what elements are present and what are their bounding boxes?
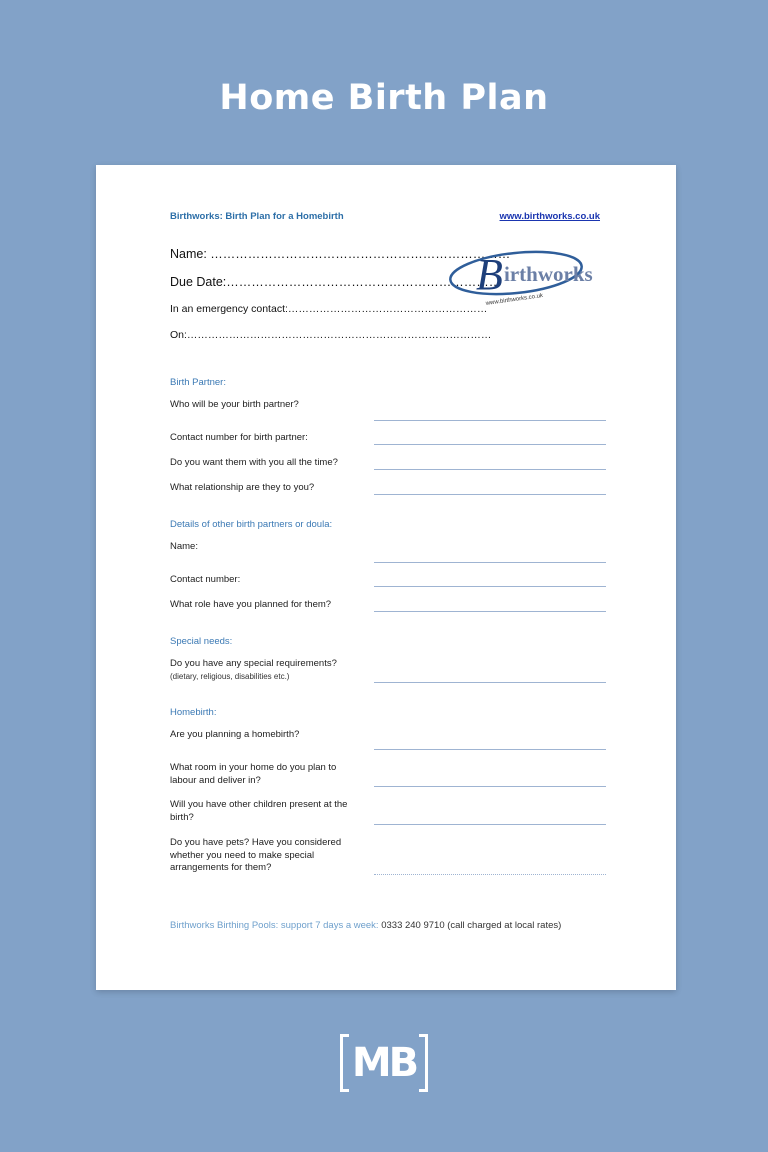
answer-line[interactable] <box>374 682 606 683</box>
answer-line[interactable] <box>374 420 606 421</box>
question-other-contact: Contact number: <box>170 574 241 585</box>
svg-text:www.birthworks.co.uk: www.birthworks.co.uk <box>485 293 544 307</box>
section-heading-homebirth: Homebirth: <box>170 707 217 718</box>
banner-title: Home Birth Plan <box>219 78 549 118</box>
special-requirements-note: (dietary, religious, disabilities etc.) <box>170 671 290 681</box>
mb-brand-text: MB <box>351 1040 417 1086</box>
on-field-line: On:…………………………………………………………………………… <box>170 329 492 341</box>
answer-line[interactable] <box>374 444 606 445</box>
question-special-requirements: Do you have any special requirements? (dietary, religious, disabilities etc.) <box>170 658 390 683</box>
emergency-contact-field-line: In an emergency contact:………………………………………………… <box>170 303 488 315</box>
svg-text:B: B <box>476 250 503 299</box>
question-other-name: Name: <box>170 541 198 552</box>
question-partner-relationship: What relationship are they to you? <box>170 482 315 493</box>
section-heading-special-needs: Special needs: <box>170 636 233 647</box>
bracket-right-icon <box>419 1034 428 1092</box>
answer-line[interactable] <box>374 494 606 495</box>
document-header-title: Birthworks: Birth Plan for a Homebirth <box>170 211 344 222</box>
question-children-present: Will you have other children present at the birth? <box>170 799 348 823</box>
answer-line[interactable] <box>374 749 606 750</box>
answer-line[interactable] <box>374 874 606 875</box>
birthworks-logo <box>446 243 606 311</box>
document-footer <box>170 920 561 931</box>
section-heading-other-partners: Details of other birth partners or doula: <box>170 519 333 530</box>
name-field-line: Name: ……………………………………………………………… <box>170 247 511 261</box>
mb-brand-logo <box>340 1034 428 1094</box>
document-header-link[interactable]: www.birthworks.co.uk <box>499 211 600 222</box>
answer-line[interactable] <box>374 562 606 563</box>
answer-line[interactable] <box>374 786 606 787</box>
question-pets: Do you have pets? Have you considered whether you need to make special arrangements for them? <box>170 837 342 873</box>
answer-line[interactable] <box>374 469 606 470</box>
question-planning-homebirth: Are you planning a homebirth? <box>170 729 300 740</box>
question-room: What room in your home do you plan to labour and deliver in? <box>170 762 337 786</box>
question-birth-partner: Who will be your birth partner? <box>170 399 299 410</box>
question-partner-contact: Contact number for birth partner: <box>170 432 308 443</box>
birth-plan-document <box>96 165 676 990</box>
answer-line[interactable] <box>374 611 606 612</box>
section-heading-birth-partner: Birth Partner: <box>170 377 226 388</box>
svg-text:irthworks: irthworks <box>504 262 593 286</box>
due-date-field-line: Due Date:………………………………………………………… <box>170 275 502 289</box>
answer-line[interactable] <box>374 824 606 825</box>
question-partner-all-time: Do you want them with you all the time? <box>170 457 338 468</box>
footer-phone: 0333 240 9710 (call charged at local rates) <box>378 920 562 931</box>
question-other-role: What role have you planned for them? <box>170 599 332 610</box>
footer-support-lead: Birthworks Birthing Pools: support 7 days a week: <box>170 920 379 931</box>
answer-line[interactable] <box>374 586 606 587</box>
